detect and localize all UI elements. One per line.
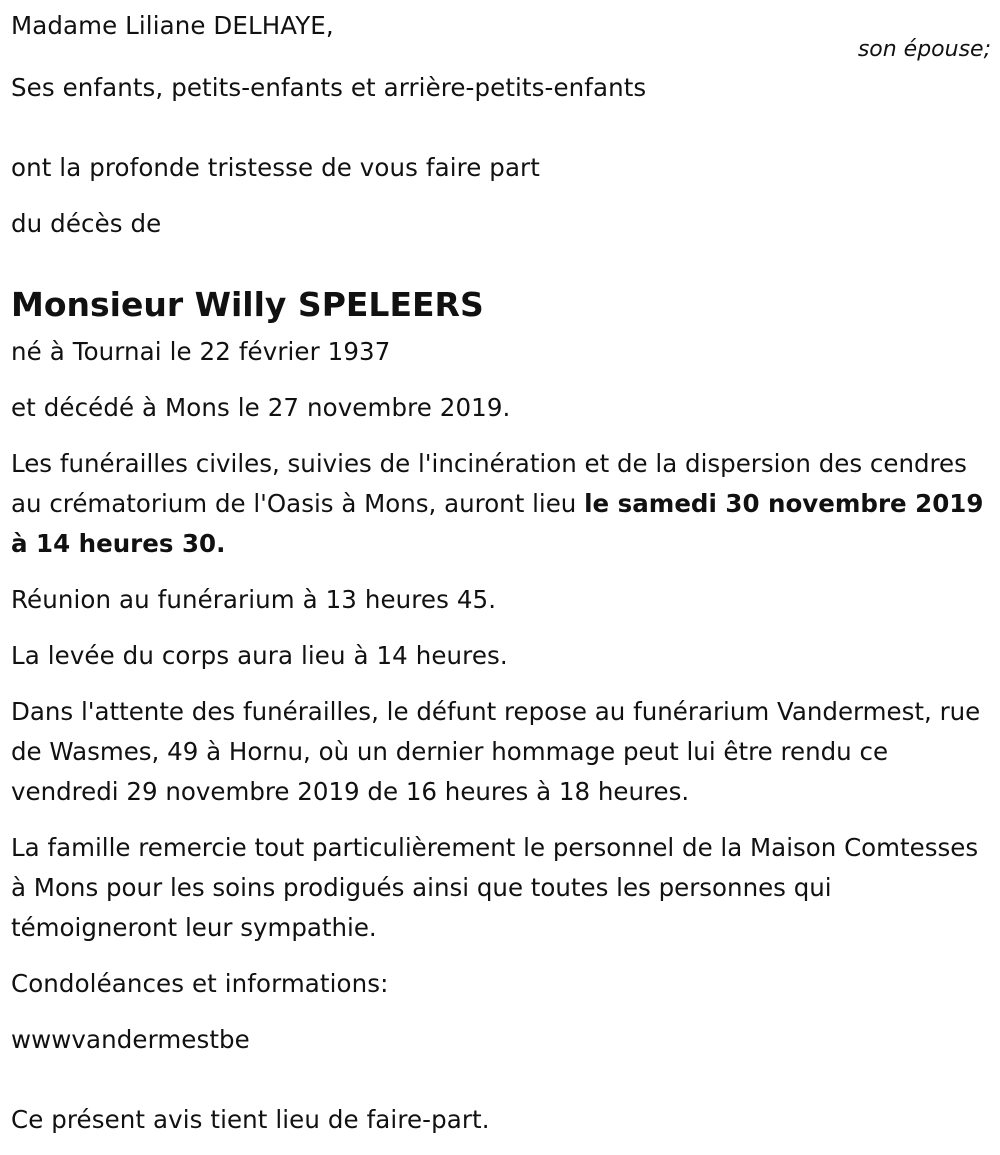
deceased-name: Monsieur Willy SPELEERS xyxy=(11,285,484,324)
meeting-line: Réunion au funérarium à 13 heures 45. xyxy=(11,585,497,614)
announcement-line-1: ont la profonde tristesse de vous faire part xyxy=(11,153,540,182)
closing-line: Ce présent avis tient lieu de faire-part. xyxy=(11,1105,490,1134)
announcement-line-2: du décès de xyxy=(11,209,162,238)
widow-name: Madame Liliane DELHAYE, xyxy=(11,11,334,40)
birth-line: né à Tournai le 22 février 1937 xyxy=(11,337,391,366)
funeral-date: le samedi 30 novembre 2019 à 14 heures 30. xyxy=(11,489,984,558)
levee-line: La levée du corps aura lieu à 14 heures. xyxy=(11,641,508,670)
funeral-text: Les funérailles civiles, suivies de l'incinération et de la dispersion des cendres au crématorium de l'Oasis à Mons, auront lieu xyxy=(11,449,967,518)
website-link[interactable]: wwwvandermestbe xyxy=(11,1025,250,1054)
funeral-paragraph xyxy=(11,444,986,564)
widow-role: son épouse; xyxy=(857,37,991,62)
thanks-paragraph: La famille remercie tout particulièrement le personnel de la Maison Comtesses à Mons pour les soins prodigués ainsi que toutes les personnes qui témoigneront leur sympathie. xyxy=(11,833,979,942)
condolences-label: Condoléances et informations: xyxy=(11,969,389,998)
visitation-paragraph: Dans l'attente des funérailles, le défunt repose au funérarium Vandermest, rue de Wasmes, 49 à Hornu, où un dernier hommage peut lui être rendu ce vendredi 29 novembre 2019 de 16 heures à 18 heures. xyxy=(11,697,981,806)
family-line: Ses enfants, petits-enfants et arrière-petits-enfants xyxy=(11,73,647,102)
death-line: et décédé à Mons le 27 novembre 2019. xyxy=(11,393,511,422)
